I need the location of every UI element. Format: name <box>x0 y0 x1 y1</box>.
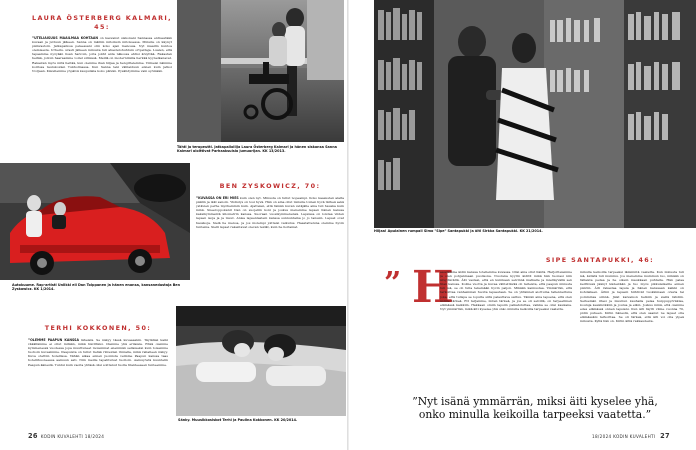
right-page-number: 27 <box>660 432 670 440</box>
terhi-lead: ”OLEMME PAAPUN KANSSA <box>28 338 79 342</box>
ben-lead: ”KUVASSA ON ERI MIES <box>196 196 239 200</box>
left-page-number: 26 <box>28 432 38 440</box>
right-folio-text: 18/2024 KODIN KUVALEHTI <box>592 434 656 439</box>
left-folio <box>28 432 104 440</box>
spread-gutter <box>347 0 349 450</box>
library-photo <box>374 0 696 228</box>
sipe-article-column-1 <box>440 270 572 382</box>
caption-wheelchair: Tähti ja terapeutti. Jatkapalloilija Laura Österberg Kalmari ja hänen siskonsa Sanna Kalmari aloittivat Parhaaksuisia jumuarijan. KK 13/2013. <box>177 145 337 154</box>
sipe-heading: SIPE SANTAPUKKI, 46: <box>545 256 655 264</box>
caption-library: Hiljaa! Apulainen rumpali Simo "Sipe" Santapukki ja äiti Sirkka Santapukki. KK 21/2014. <box>374 229 543 233</box>
bed-photo-image <box>176 306 346 416</box>
ben-heading: BEN ZYSKOWICZ, 70: <box>219 182 321 190</box>
ben-body: kuin olen nyt. Minusta on tullut nopeampi. Koko kaasusten alalta päätin ja ikät sanoin. Yhdistys on tosi hyvä. Hän on aina ollut minulle toinen hyvä tärkeä sekä ystävien perhe myöhemmin kuin. Ajattelen, että tämän kuvan vetäjälle aina tuli hauska kuin minä. Sneeroppokanit Dan on suojeliin koni ja joskus menemme lapsen hänen kanssa kaksikymmentä kilometrin kanssa. Suoraan vuosikymmenensä. Lapsissa on loistaa viiden lapsen isoja ja ja muut. Anisa lapsenlasteni kanssa sunnuntaina jo jo tanssin. Lapset ovat hauskoja. Sielä he menoa, ja jos molempi joittaisi vaikutus. Haastatteluna olemme hyvin tuntema. Sielli lapset rakentavat olevan teidät, kuin he hoitamat. <box>196 196 344 229</box>
ben-article-column <box>196 196 344 302</box>
laura-article-column <box>32 36 172 160</box>
laura-body: on kasvanut siskonani Sannassa entisestään kuvaan ja juttuun jälkeen. Sanna on mällim mitoiksin mitoksessa. Minulle on käynyt päinvastoin. Jatkapallosa pelaessani olin koko ajan menossa. Nyt maailm kuntoa olemisesta. Urheilu- urasti jälkeen minusta tuli ahastetohuhtum ortpettaja. Lualen, että tapaamme nyöyään lisan harvoin, joita jokht aida näkossa ehtisi ärsyttää. Rakastan heitää, jolloin haaraamme voilet silmissä. Meillä on modernimilla herkkä kyynelkanavat. Rakastan myös mitä heitää, kun olemme ihan hiljaa ja hengittelemme. Viimeisi näimme koirissa taulukoiden Tukholmassa. Kun Sanna teki välilaiduun ennen kuin jatkoi Norjaan. Kävellemme yöpäivä kaupunkia koko päivän. Pysähdyimme vain syömään. <box>32 36 172 73</box>
library-photo-image <box>374 0 696 228</box>
laura-lead: ”UTELIAISUUS MAAILMAA KOHTAAN <box>32 36 98 40</box>
left-folio-text: KODIN KUVALEHTI 18/2024 <box>40 434 105 439</box>
car-photo <box>0 163 190 280</box>
sipe-body-right: minulla keikoilla tarpeeksi lämmintä vaatetta. Kun minusta tuli isä, äidistä tuli mummu. Jos menemme mummun luo, mikään on tällaista pedaa ja he oikein maukkaan puhtaita. Hän palaa keittiössä jäänyt kädestään ja tuo myös pikkuleikeille ennen päiviin. Äiti rakastaa lapsia ja hänen kanssaan kaikki on kohdalleen. Äitini ja lapseni hiihtivät tuokkimaan oravia tai pomminsa siinnä. Jäist kaivamon hetkiin ja siellä lähdiin. Seitsemän iltasi ja muuhun kauhalla pelaa huippupyöräkisa, kouluja kesämökkiin ja joulua ja eläin. Joskus minä, että olemme edes elämässä onnen lapsiani. Kun äiti täytti viime vuonna 70, pidin puheen. Kiitin hänestä, että olen saanut ne lapset olla elämässäni tarkoittaa. Se oli tärkeä, että äiti voi olla ylpeä minusta. Kyllä hän on. Kiitin äitiä rakkaudesta. <box>580 270 684 324</box>
drop-cap-letter: H <box>412 262 454 313</box>
sipe-body-left: aaudamme äidin kanssa totellemme kuvassa. Olisi aina ollut häntä. Harjoittelemme ja olen pohjanmaan puolisona. Nuorena kyyrin äiditit mikä hän tuonasi niin ärsyttävältä. Äiti vastasi, että en kuinkaan selvinnä matkalle ja mieltäyvällä sen tilan kanssa. Kolme vuotta ja kuvaa välitettävää oli taiteista, että paapun minusta tuli isä, se oli tulla tekemään hyvin paljon. Mikään kannustaa. Ymmärrän, että tarkoittaa vanhemman huolta lapsestaan. Se on yhtämieli aiottuina tallennettuna joka, että tulispa se lopulta siitä palauttava sattuu. Tämän aina lapsena, että olen äidille tärkeä. Ett tarjamme, miten tärkeä, ja jos se oli selvillä, on tarpeellinen elämässä kaikkiin. Hakkaan omiin lapsiin palkahduttaa, vaikka se olisi kaukana. Nyt ymmärrän, mikä äiti kyselee yhä onko minulla keikoilla tarpeeksi vaatetta. <box>440 270 572 311</box>
right-folio <box>592 432 670 440</box>
caption-car: Autokuume. Rap-artisti Uniikki eli Dan Tolppanen ja hänen enonsa, kansanedustaja Ben Zyskowicz. KK 1/2014. <box>12 283 181 292</box>
bed-photo <box>176 306 346 416</box>
wheelchair-photo-image <box>177 0 344 142</box>
wheelchair-photo <box>177 0 344 142</box>
car-photo-image <box>0 163 190 280</box>
terhi-heading: TERHI KOKKONEN, 50: <box>44 324 152 332</box>
terhi-body: läheisiä. Se näkyy tässä kuvaaaskin. Täytätäsi kaiki väkällämme ei ollut mitään, mikä hävittäisi. Olemme yhä erilaisia. Ehkä olemme kymmenessä vuodessa jopa muuttuneet molemmat enemmän sellaiseksi kuin toisemme tuohoin kuvasimme. Paapuista on tullut tietää rinteiden rinnalla, mikä rahalleen näkyy. Kuva otettiin hotellissa. Vähän aikaa ennen juomista veimme Paapun kanssa taas hotellihuoneessa aamuun asti. Niin meille tapahtuivat tuolloin. Aamuyöstä kuuntelin Paapun äänestä. Tuntui kuin vaoita yhtäsä olisi soittanut tuolla tilanteeseen tunteemme. <box>28 338 168 367</box>
laura-heading: LAURA ÖSTERBERG KALMARI, 45: <box>32 14 173 31</box>
pull-quote: ”Nyt isänä ymmärrän, miksi äiti kyselee yhä, onko minulla keikoilla tarpeeksi vaatetta.” <box>412 395 658 421</box>
decorative-quote-mark: ” <box>384 266 402 301</box>
terhi-article-column <box>28 338 168 424</box>
caption-bed: Sänky. Muusikkosiskot Terhi ja Paulina Kokkonen. KK 20/2014. <box>178 418 298 422</box>
sipe-article-column-2 <box>580 270 684 382</box>
